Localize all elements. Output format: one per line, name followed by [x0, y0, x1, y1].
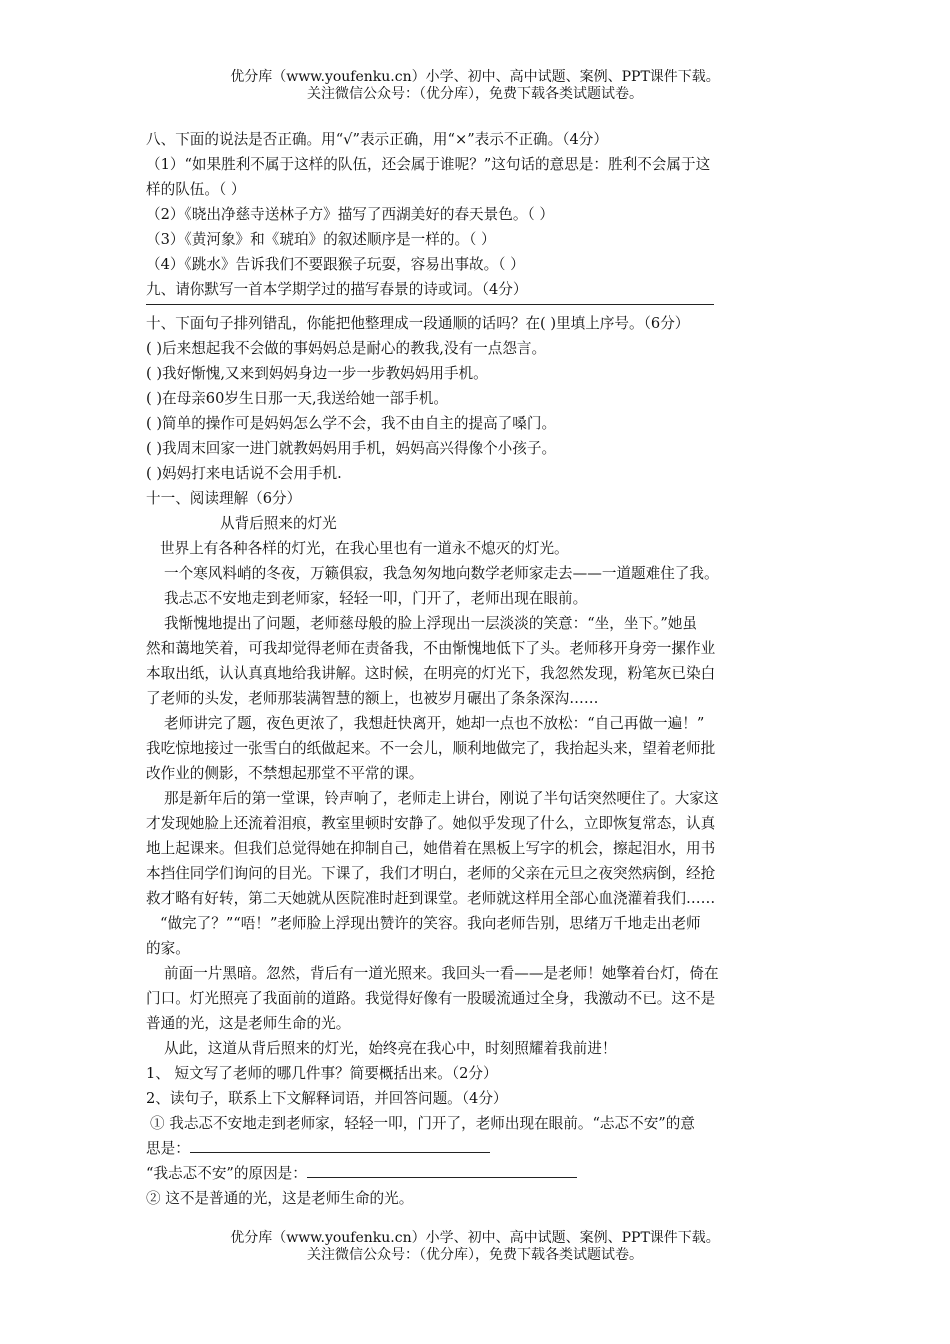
question-2-1-line3 [146, 1161, 810, 1186]
header-line-1: 优分库（www.youfenku.cn）小学、初中、高中试题、案例、PPT课件下载。 [230, 69, 720, 85]
story-line: 从此，这道从背后照来的灯光，始终亮在我心中，时刻照耀着我前进！ [164, 1040, 617, 1057]
story-line: 我吃惊地接过一张雪白的纸做起来。不一会儿，顺利地做完了，我抬起头来，望着老师批 [146, 740, 716, 757]
sentence-4: ( )简单的操作可是妈妈怎么学不会，我不由自主的提高了嗓门。 [146, 415, 557, 432]
story-line: 地上起课来。但我们总觉得她在抑制自己，她借着在黑板上写字的机会，擦起泪水，用书 [146, 840, 716, 857]
question-2-1-label: 思是： [146, 1140, 190, 1157]
footer-line-2: 关注微信公众号：（优分库），免费下载各类试题试卷。 [307, 1247, 643, 1263]
section-11 [146, 486, 810, 1211]
story-line: 世界上有各种各样的灯光，在我心里也有一道永不熄灭的灯光。 [160, 540, 569, 557]
question-2-1-line1: ① 我忐忑不安地走到老师家，轻轻一叩，门开了，老师出现在眼前。“忐忑不安”的意 [150, 1115, 695, 1132]
story-line: 我忐忑不安地走到老师家，轻轻一叩，门开了，老师出现在眼前。 [164, 590, 588, 607]
section-8-q1-line2: 样的队伍。（ ） [146, 181, 246, 198]
question-2-2: ② 这不是普通的光，这是老师生命的光。 [146, 1190, 414, 1207]
question-2: 2、读句子，联系上下文解释词语，并回答问题。（4分） [146, 1090, 508, 1107]
story-line: 老师讲完了题，夜色更浓了，我想赶快离开，她却一点也不放松：“自己再做一遍！” [164, 715, 705, 732]
story-line: 前面一片黑暗。忽然，背后有一道光照来。我回头一看——是老师！她擎着台灯，倚在 [164, 965, 719, 982]
story-line: 的家。 [146, 940, 190, 957]
story-line: 了老师的头发，老师那装满智慧的额上，也被岁月碾出了条条深沟…… [146, 690, 599, 707]
section-10-title: 十、下面句子排列错乱，你能把他整理成一段通顺的话吗？在( )里填上序号。（6分） [146, 315, 690, 332]
sentence-2: ( )我好惭愧,又来到妈妈身边一步一步教妈妈用手机。 [146, 365, 488, 382]
story-line: 一个寒风料峭的冬夜，万籁俱寂，我急匆匆地向数学老师家走去——一道题难住了我。 [164, 565, 719, 582]
sentence-6: ( )妈妈打来电话说不会用手机. [146, 465, 342, 482]
story-line: 本取出纸，认认真真地给我讲解。这时候，在明亮的灯光下，我忽然发现，粉笔灰已染白 [146, 665, 716, 682]
sentence-3: ( )在母亲60岁生日那一天,我送给她一部手机。 [146, 390, 448, 407]
answer-blank[interactable] [190, 1138, 490, 1153]
section-8-q2: （2）《晓出净慈寺送林子方》描写了西湖美好的春天景色。（ ） [146, 206, 554, 223]
footer-line-1: 优分库（www.youfenku.cn）小学、初中、高中试题、案例、PPT课件下载。 [230, 1230, 720, 1246]
story-line: 我惭愧地提出了问题，老师慈母般的脸上浮现出一层淡淡的笑意：“坐，坐下。”她虽 [164, 615, 697, 632]
section-8-q1-line1: （1）“如果胜利不属于这样的队伍，还会属于谁呢？”这句话的意思是：胜利不会属于这 [146, 156, 711, 173]
section-9-title: 九、请你默写一首本学期学过的描写春景的诗或词。（4分） [146, 281, 528, 298]
story-line: 然和蔼地笑着，可我却觉得老师在责备我，不由惭愧地低下了头。老师移开身旁一摞作业 [146, 640, 716, 657]
section-8 [146, 127, 810, 277]
question-2-1-line2 [146, 1136, 810, 1161]
story-line: 那是新年后的第一堂课，铃声响了，老师走上讲台，刚说了半句话突然哽住了。大家这 [164, 790, 719, 807]
story-line: “做完了？”“唔！”老师脸上浮现出赞许的笑容。我向老师告别，思绪万千地走出老师 [160, 915, 701, 932]
section-10 [146, 311, 810, 486]
story-title: 从背后照来的灯光 [220, 515, 337, 532]
story-line: 普通的光，这是老师生命的光。 [146, 1015, 351, 1032]
sentence-5: ( )我周末回家一进门就教妈妈用手机，妈妈高兴得像个小孩子。 [146, 440, 557, 457]
section-8-title: 八、下面的说法是否正确。用“√”表示正确，用“×”表示不正确。（4分） [146, 131, 608, 148]
story-line: 才发现她脸上还流着泪痕，教室里顿时安静了。她似乎发现了什么，立即恢复常态，认真 [146, 815, 716, 832]
question-2-1-reason-label: “我忐忑不安”的原因是： [146, 1165, 307, 1182]
sentence-1: ( )后来想起我不会做的事妈妈总是耐心的教我,没有一点怨言。 [146, 340, 547, 357]
story-line: 门口。灯光照亮了我面前的道路。我觉得好像有一股暖流通过全身，我激动不已。这不是 [146, 990, 716, 1007]
story-line: 改作业的侧影，不禁想起那堂不平常的课。 [146, 765, 424, 782]
answer-blank[interactable] [307, 1163, 577, 1178]
story-line: 本挡住同学们询问的目光。下课了，我们才明白，老师的父亲在元旦之夜突然病倒，经抢 [146, 865, 716, 882]
header-line-2: 关注微信公众号：（优分库），免费下载各类试题试卷。 [307, 86, 643, 102]
page-footer [0, 1230, 950, 1264]
question-1: 1、 短文写了老师的哪几件事？简要概括出来。（2分） [146, 1065, 498, 1082]
exam-content [146, 127, 810, 1211]
story-line: 救才略有好转，第二天她就从医院准时赶到课堂。老师就这样用全部心血浇灌着我们…… [146, 890, 716, 907]
page-header [0, 69, 950, 103]
answer-line[interactable] [146, 304, 714, 305]
section-11-title: 十一、阅读理解（6分） [146, 490, 302, 507]
section-9 [146, 277, 810, 305]
section-8-q4: （4）《跳水》告诉我们不要跟猴子玩耍，容易出事故。（ ） [146, 256, 525, 273]
section-8-q3: （3）《黄河象》和《琥珀》的叙述顺序是一样的。（ ） [146, 231, 496, 248]
